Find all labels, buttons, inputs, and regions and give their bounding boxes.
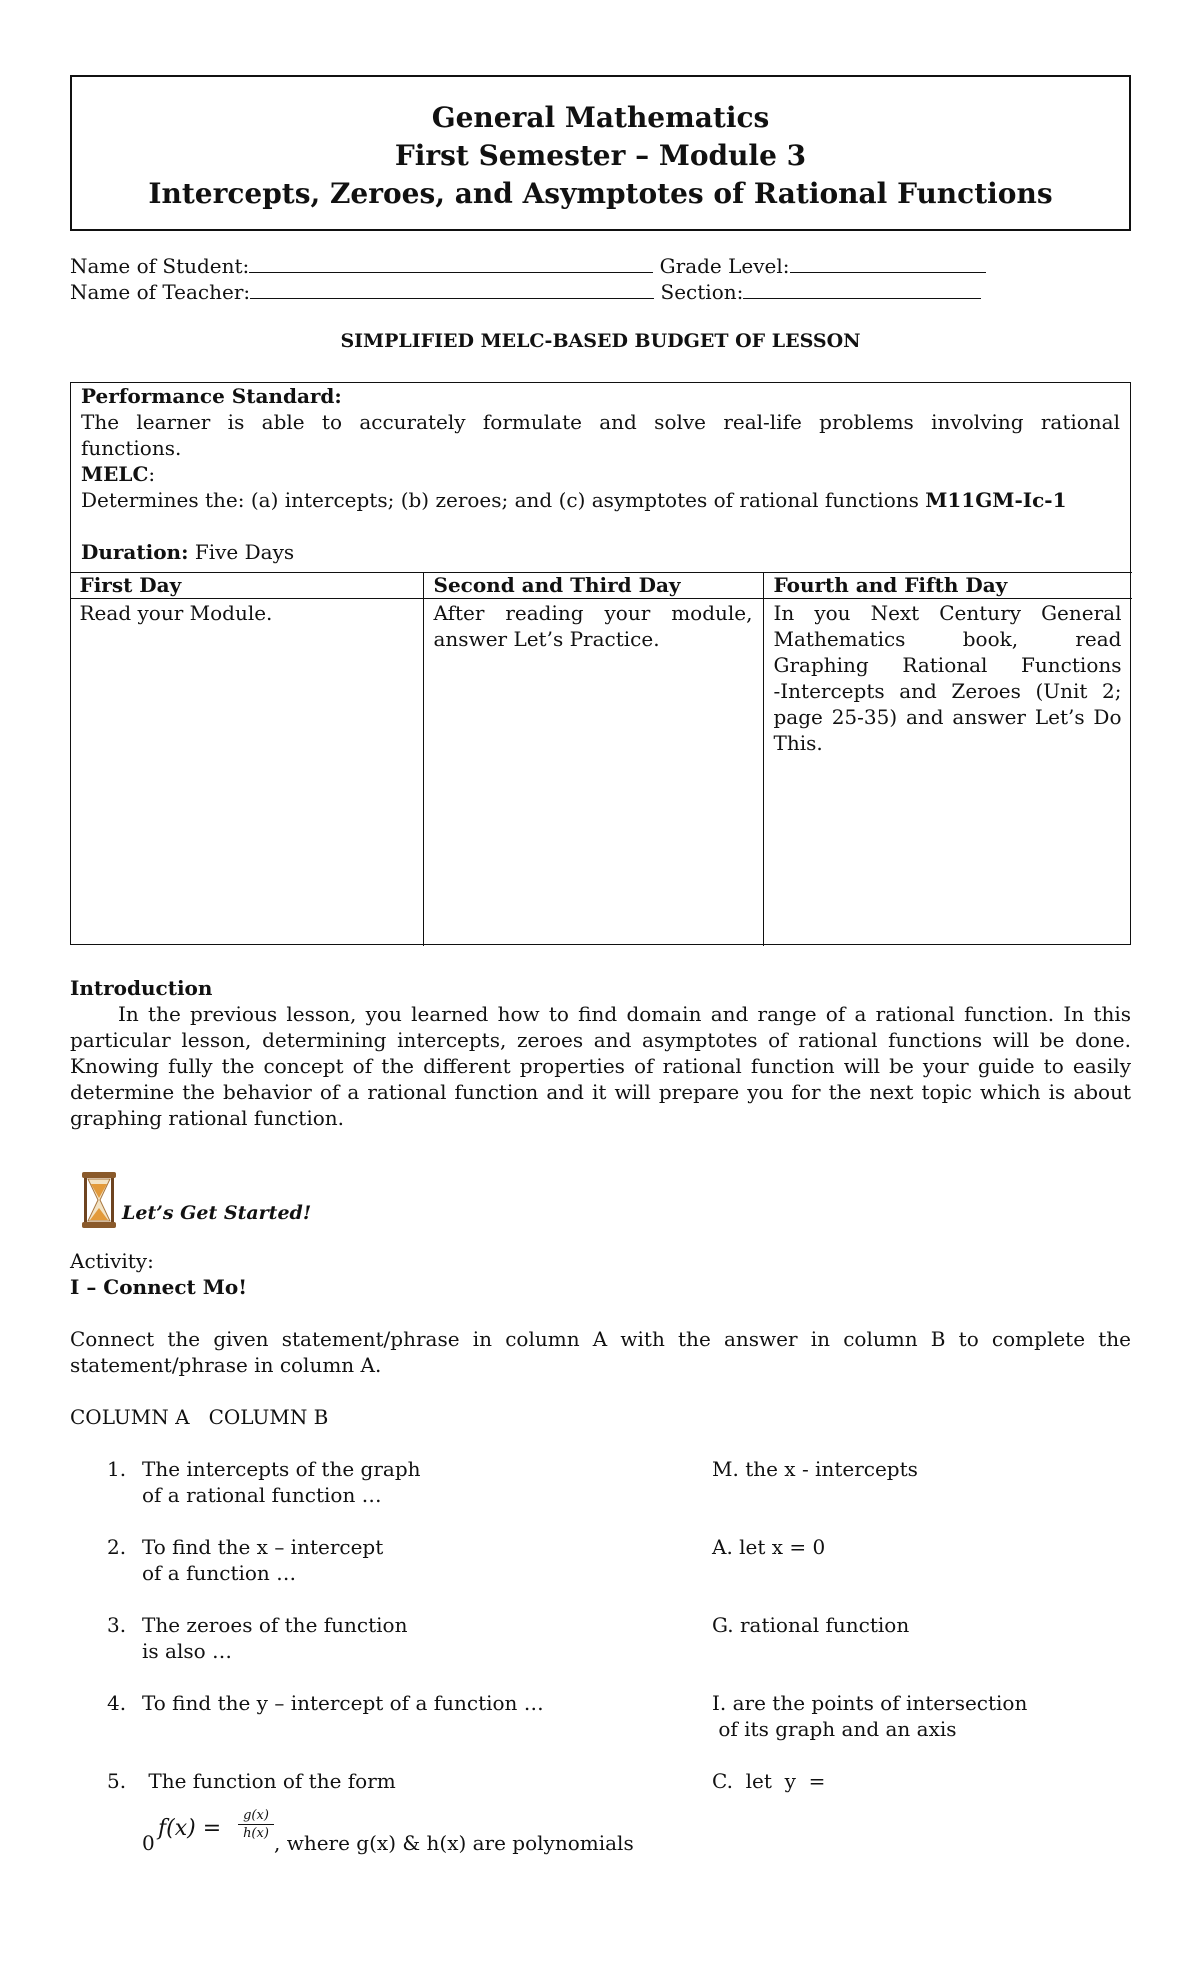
schedule-grid (70, 572, 1132, 946)
melc-text: Determines the: (a) intercepts; (b) zeroes; and (c) asymptotes of rational functions (81, 488, 926, 512)
column-headings: COLUMN A COLUMN B (70, 1405, 329, 1429)
teacher-name-field[interactable] (250, 280, 654, 299)
hourglass-icon (78, 1170, 120, 1230)
fourth-fifth-day-line5: page 25-35) and answer Let’s Do (773, 705, 1122, 729)
item-1-column-b: M. the x - intercepts (712, 1457, 918, 1481)
item-5-column-b: C. let y = (712, 1769, 826, 1793)
item-3-column-a-line1: The zeroes of the function (142, 1613, 408, 1637)
student-name-field[interactable] (249, 254, 653, 273)
standards-section (81, 383, 1120, 565)
item-number: 2. (107, 1535, 127, 1559)
section-label: Section: (660, 280, 744, 304)
second-third-day-body (434, 599, 753, 652)
subject-title: General Mathematics (431, 101, 770, 134)
lets-get-started-heading: Let’s Get Started! (122, 1202, 312, 1224)
melc-code: M11GM-Ic-1 (925, 488, 1067, 512)
performance-standard-line1: The learner is able to accurately formulate and solve real-life problems involving rational (81, 410, 1120, 434)
standards-table (70, 382, 1131, 945)
performance-standard-line2: functions. (81, 436, 182, 460)
melc-heading (81, 461, 1120, 487)
item-number: 3. (107, 1613, 127, 1637)
student-name-line (70, 253, 986, 279)
teacher-name-label: Name of Teacher: (70, 280, 251, 304)
introduction-body: In the previous lesson, you learned how to find domain and range of a rational function. In this particular lesson, determining intercepts, zeroes and asymptotes of rational functions will be done. Knowing fully the concept of the different properties of rational function will be your guide to easily determine the behavior of a rational function and it will prepare you for the next topic which is about graphing rational function. (70, 1002, 1131, 1130)
formula-prefix: 0 (142, 1831, 155, 1855)
item-3-column-b: G. rational function (712, 1613, 910, 1637)
item-2-column-b: A. let x = 0 (712, 1535, 826, 1559)
duration-label: Duration: (81, 540, 189, 564)
melc-label: MELC (81, 462, 149, 486)
teacher-name-line (70, 279, 981, 305)
second-third-day-header: Second and Third Day (424, 573, 763, 599)
performance-standard-label: Performance Standard: (81, 384, 342, 408)
formula-suffix: , where g(x) & h(x) are polynomials (274, 1831, 634, 1855)
section-field[interactable] (743, 280, 981, 299)
item-4-column-b-line1: I. are the points of intersection (712, 1691, 1028, 1715)
first-day-column (70, 573, 424, 946)
item-3-column-a-line2: is also … (142, 1639, 232, 1663)
melc-colon: : (148, 462, 156, 486)
fourth-fifth-day-line6: This. (773, 731, 823, 755)
title-box (70, 75, 1131, 231)
melc-line (81, 487, 1120, 513)
introduction-heading: Introduction (70, 976, 213, 1000)
second-third-day-column (424, 573, 764, 946)
grade-level-field[interactable] (790, 254, 986, 273)
item-1-column-a-line1: The intercepts of the graph (142, 1457, 421, 1481)
fourth-fifth-day-line1: In you Next Century General (773, 601, 1122, 625)
item-number: 5. (107, 1769, 127, 1793)
grade-level-label: Grade Level: (659, 254, 790, 278)
item-4-column-b-line2: of its graph and an axis (712, 1717, 957, 1741)
item-1-column-a-line2: of a rational function … (142, 1483, 382, 1507)
duration-line (81, 539, 1120, 565)
formula-numerator: g(x) (238, 1808, 274, 1825)
first-day-body: Read your Module. (79, 601, 273, 625)
activity-label: Activity: (70, 1249, 154, 1273)
formula-denominator: h(x) (243, 1826, 269, 1841)
duration-value: Five Days (188, 540, 295, 564)
item-4-column-a-line1: To find the y – intercept of a function … (142, 1691, 544, 1715)
fourth-fifth-day-header: Fourth and Fifth Day (764, 573, 1132, 599)
fourth-fifth-day-line3: Graphing Rational Functions (773, 653, 1122, 677)
first-day-header: First Day (70, 573, 423, 599)
item-number: 4. (107, 1691, 127, 1715)
student-name-label: Name of Student: (70, 254, 250, 278)
item-5-column-a-line1: The function of the form (142, 1769, 396, 1793)
fourth-fifth-day-line4: -Intercepts and Zeroes (Unit 2; (773, 679, 1122, 703)
fourth-fifth-day-body (774, 599, 1122, 756)
fourth-fifth-day-line2: Mathematics book, read (773, 627, 1122, 651)
item-2-column-a-line2: of a function … (142, 1561, 297, 1585)
semester-title: First Semester – Module 3 (394, 139, 807, 172)
item-2-column-a-line1: To find the x – intercept (142, 1535, 384, 1559)
module-title: Intercepts, Zeroes, and Asymptotes of Rational Functions (148, 177, 1053, 210)
activity-title: I – Connect Mo! (70, 1275, 247, 1299)
second-third-day-line1: After reading your module, (433, 601, 753, 625)
fourth-fifth-day-column (764, 573, 1132, 946)
budget-heading: SIMPLIFIED MELC-BASED BUDGET OF LESSON (340, 330, 861, 352)
formula-fx: f(x) = (158, 1816, 222, 1841)
activity-instructions: Connect the given statement/phrase in column A with the answer in column B to complete the statement/phrase in column A. (70, 1327, 1131, 1377)
item-number: 1. (107, 1457, 127, 1481)
second-third-day-line2: answer Let’s Practice. (433, 627, 660, 651)
